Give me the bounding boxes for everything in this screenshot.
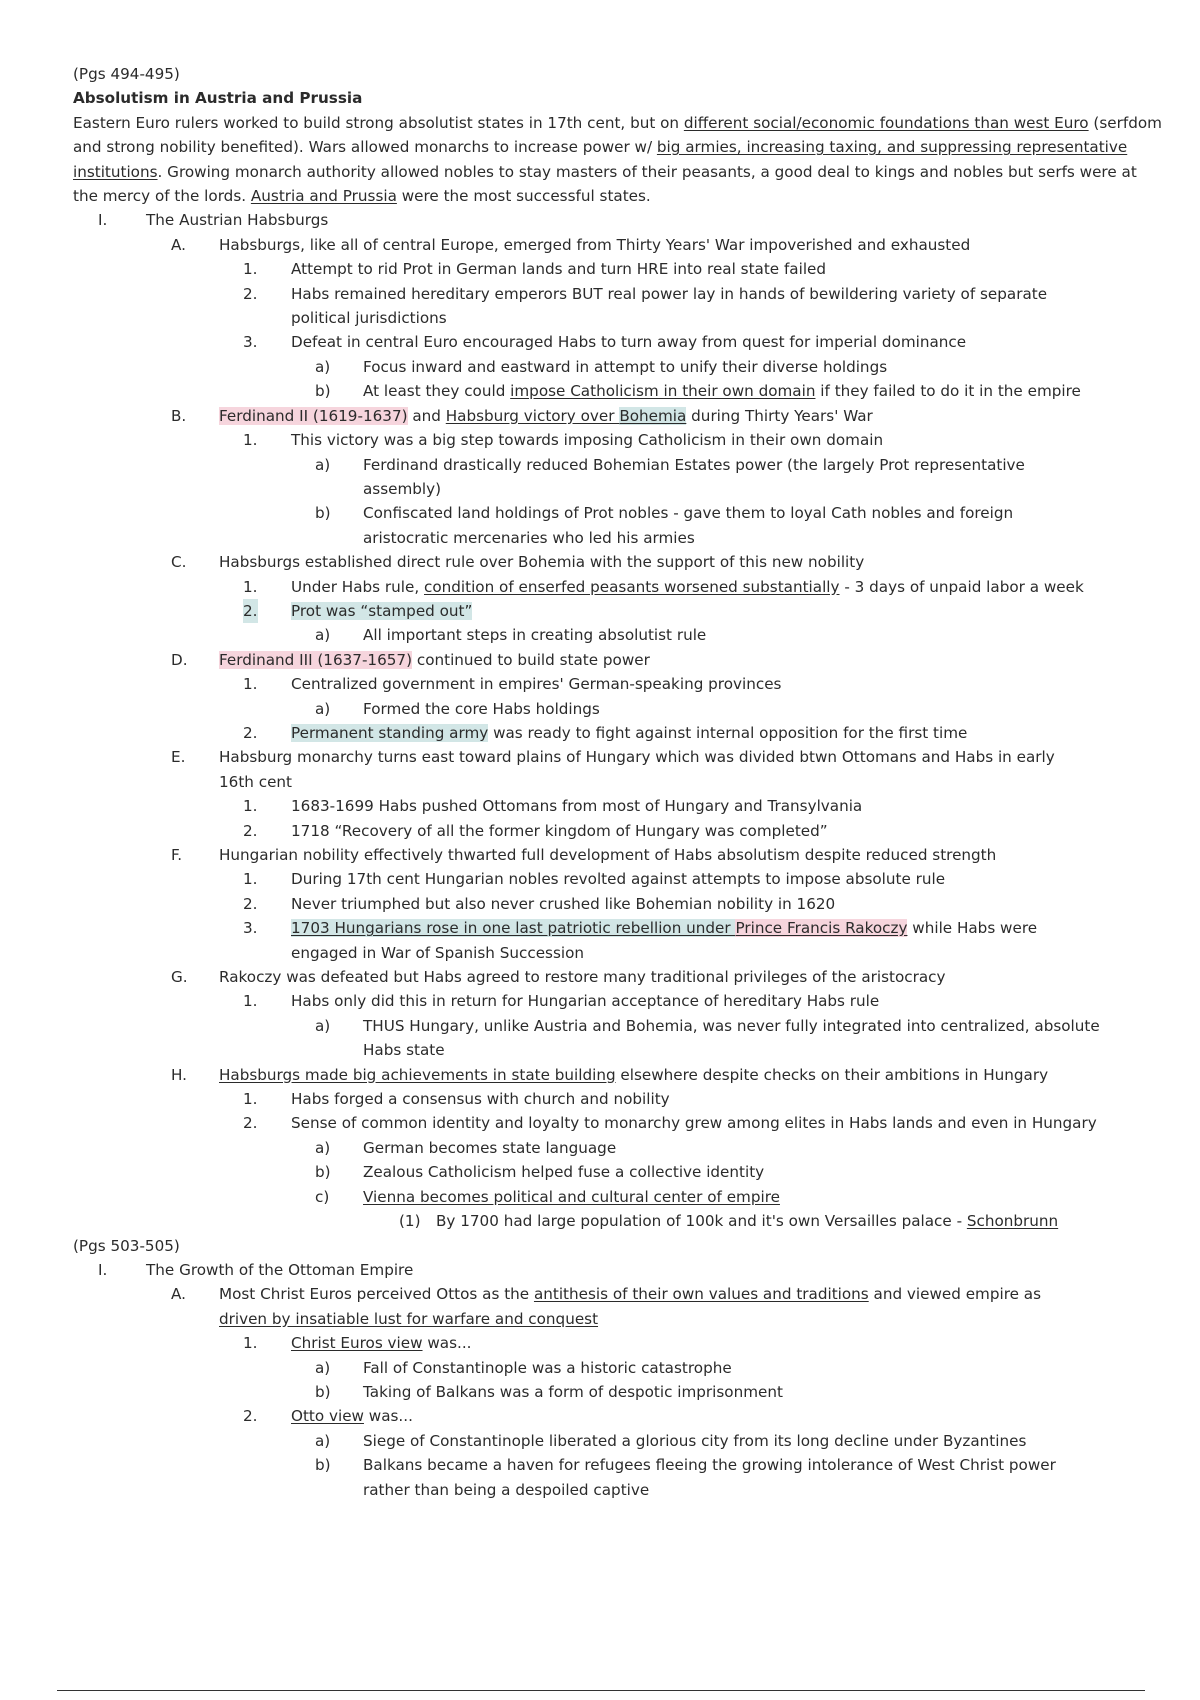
text-segment: Attempt to rid Prot in German lands and turn HRE into real state failed xyxy=(291,260,827,279)
text-segment: Ferdinand II (1619-1637) xyxy=(219,406,408,425)
text-segment: condition of enserfed peasants worsened substantially xyxy=(424,577,840,596)
text-segment: 1703 Hungarians rose in one last patriotic rebellion under xyxy=(291,919,736,938)
outline-item xyxy=(73,1453,1163,1477)
outline-marker: b) xyxy=(315,504,331,523)
text-segment: Vienna becomes political and cultural center of empire xyxy=(363,1187,780,1206)
page-range-2: (Pgs 503-505) xyxy=(73,1236,180,1255)
text-segment: if they failed to do it in the empire xyxy=(815,382,1081,401)
text-segment: Rakoczy was defeated but Habs agreed to restore many traditional privileges of the aristocracy xyxy=(219,968,946,987)
outline-item xyxy=(73,819,1163,843)
text-segment: rather than being a despoiled captive xyxy=(363,1480,650,1499)
text-segment: Eastern Euro rulers worked to build strong absolutist states in 17th cent, but on xyxy=(73,113,684,132)
outline-marker: b) xyxy=(315,1456,331,1475)
text-segment: Zealous Catholicism helped fuse a collective identity xyxy=(363,1163,765,1182)
outline-item xyxy=(73,208,1163,232)
outline-marker: 1. xyxy=(243,870,258,889)
outline-marker: B. xyxy=(171,406,187,425)
text-segment: and xyxy=(407,406,446,425)
text-segment: aristocratic mercenaries who led his armies xyxy=(363,528,695,547)
outline-item xyxy=(73,477,1163,501)
outline-marker: b) xyxy=(315,1382,331,1401)
outline-item xyxy=(73,745,1163,769)
outline-marker: b) xyxy=(315,382,331,401)
text-segment: Habs state xyxy=(363,1041,445,1060)
outline-marker: 2. xyxy=(243,1407,258,1426)
text-segment: . Growing monarch authority allowed nobles to stay masters of their peasants, a good deal to kings and nobles but serfs were at the mercy of the lords. xyxy=(73,162,1137,206)
outline-item xyxy=(73,282,1163,306)
outline-item xyxy=(73,428,1163,452)
outline-item xyxy=(73,404,1163,428)
outline-item xyxy=(73,1258,1163,1282)
text-segment: Formed the core Habs holdings xyxy=(363,699,600,718)
outline-item xyxy=(73,379,1163,403)
outline-item xyxy=(73,672,1163,696)
outline-item xyxy=(73,648,1163,672)
outline-item xyxy=(73,1356,1163,1380)
text-segment: impose Catholicism in their own domain xyxy=(510,382,816,401)
outline-item xyxy=(73,306,1163,330)
outline-item xyxy=(73,892,1163,916)
outline-marker: a) xyxy=(315,699,331,718)
outline-item xyxy=(73,843,1163,867)
text-segment: 16th cent xyxy=(219,772,293,791)
text-segment: Prot was “stamped out” xyxy=(291,601,473,620)
outline-marker: a) xyxy=(315,455,331,474)
outline-item xyxy=(73,1307,1163,1331)
outline-item xyxy=(73,233,1163,257)
outline-item xyxy=(73,1404,1163,1428)
text-segment: This victory was a big step towards imposing Catholicism in their own domain xyxy=(291,431,884,450)
outline-marker: C. xyxy=(171,553,187,572)
outline-marker: 1. xyxy=(243,431,258,450)
outline-item xyxy=(73,1063,1163,1087)
text-segment: (serfdom and strong nobility benefited). Wars allowed monarchs to increase power w/ xyxy=(73,113,1162,157)
outline-item xyxy=(73,355,1163,379)
outline-marker: 2. xyxy=(243,821,258,840)
text-segment: elsewhere despite checks on their ambitions in Hungary xyxy=(615,1065,1049,1084)
outline-marker: 2. xyxy=(243,723,258,742)
text-segment: Habsburgs, like all of central Europe, emerged from Thirty Years' War impoverished and exhausted xyxy=(219,235,971,254)
text-segment: Defeat in central Euro encouraged Habs to turn away from quest for imperial dominance xyxy=(291,333,967,352)
text-segment: was... xyxy=(363,1407,413,1426)
text-segment: Never triumphed but also never crushed like Bohemian nobility in 1620 xyxy=(291,894,836,913)
outline-item xyxy=(73,989,1163,1013)
text-segment: Habsburgs established direct rule over Bohemia with the support of this new nobility xyxy=(219,553,865,572)
outline-marker: a) xyxy=(315,357,331,376)
text-segment: Habs forged a consensus with church and nobility xyxy=(291,1090,670,1109)
outline-item xyxy=(73,867,1163,891)
outline-marker: a) xyxy=(315,626,331,645)
outline-marker: a) xyxy=(315,1138,331,1157)
bottom-rule xyxy=(57,1690,1145,1691)
outline-item xyxy=(73,770,1163,794)
outline-item xyxy=(73,501,1163,525)
text-segment: THUS Hungary, unlike Austria and Bohemia, was never fully integrated into centralized, absolute xyxy=(363,1016,1100,1035)
outline-item xyxy=(73,794,1163,818)
outline-marker: 1. xyxy=(243,992,258,1011)
outline-marker: G. xyxy=(171,968,188,987)
outline-marker: 2. xyxy=(243,284,258,303)
section-title: Absolutism in Austria and Prussia xyxy=(73,89,363,108)
text-segment: during Thirty Years' War xyxy=(686,406,873,425)
text-segment: were the most successful states. xyxy=(396,187,651,206)
outline-marker: 1. xyxy=(243,1090,258,1109)
outline-item xyxy=(73,453,1163,477)
outline-marker: 1. xyxy=(243,675,258,694)
outline-ottoman-empire xyxy=(73,1258,1163,1502)
text-segment: 1718 “Recovery of all the former kingdom of Hungary was completed” xyxy=(291,821,828,840)
outline-marker: A. xyxy=(171,235,186,254)
outline-item xyxy=(73,1331,1163,1355)
text-segment: assembly) xyxy=(363,479,442,498)
text-segment: antithesis of their own values and traditions xyxy=(533,1285,869,1304)
text-segment: was ready to fight against internal opposition for the first time xyxy=(488,723,968,742)
outline-marker: a) xyxy=(315,1016,331,1035)
text-segment: Focus inward and eastward in attempt to unify their diverse holdings xyxy=(363,357,888,376)
outline-marker: 2. xyxy=(243,599,258,623)
outline-marker: A. xyxy=(171,1285,186,1304)
text-segment: Habsburg monarchy turns east toward plains of Hungary which was divided btwn Ottomans and Habs in early xyxy=(219,748,1055,767)
text-segment: German becomes state language xyxy=(363,1138,617,1157)
outline-marker: I. xyxy=(98,211,108,230)
text-segment: Schonbrunn xyxy=(966,1212,1059,1231)
outline-marker: 2. xyxy=(243,1114,258,1133)
outline-marker: 1. xyxy=(243,260,258,279)
text-segment: Ferdinand drastically reduced Bohemian Estates power (the largely Prot representative xyxy=(363,455,1025,474)
outline-item xyxy=(73,721,1163,745)
outline-item xyxy=(73,916,1163,940)
outline-item xyxy=(73,599,1163,623)
outline-marker: 3. xyxy=(243,919,258,938)
outline-marker: 2. xyxy=(243,894,258,913)
outline-item xyxy=(73,941,1163,965)
notes-document xyxy=(73,62,1163,1502)
text-segment: Christ Euros view xyxy=(291,1334,423,1353)
outline-marker: 1. xyxy=(243,797,258,816)
text-segment: Austria and Prussia xyxy=(250,187,397,206)
text-segment: Confiscated land holdings of Prot nobles - gave them to loyal Cath nobles and foreign xyxy=(363,504,1014,523)
text-segment: During 17th cent Hungarian nobles revolted against attempts to impose absolute rule xyxy=(291,870,946,889)
outline-item xyxy=(73,1087,1163,1111)
text-segment: 1683-1699 Habs pushed Ottomans from most of Hungary and Transylvania xyxy=(291,797,863,816)
outline-item xyxy=(73,550,1163,574)
text-segment: Ferdinand III (1637-1657) xyxy=(219,650,413,669)
text-segment: Habsburgs made big achievements in state building xyxy=(219,1065,616,1084)
text-segment: Permanent standing army xyxy=(291,723,489,742)
outline-item xyxy=(73,257,1163,281)
outline-item xyxy=(73,1136,1163,1160)
outline-marker: I. xyxy=(98,1260,108,1279)
text-segment: - 3 days of unpaid labor a week xyxy=(839,577,1084,596)
page-range-1: (Pgs 494-495) xyxy=(73,65,180,83)
outline-marker: D. xyxy=(171,650,188,669)
text-segment: continued to build state power xyxy=(412,650,650,669)
text-segment: Hungarian nobility effectively thwarted full development of Habs absolutism despite reduced strength xyxy=(219,846,997,864)
outline-marker: c) xyxy=(315,1187,330,1206)
text-segment: Under Habs rule, xyxy=(291,577,424,596)
outline-marker: 1. xyxy=(243,577,258,596)
text-segment: and viewed empire as xyxy=(868,1285,1042,1304)
outline-marker: 1. xyxy=(243,1334,258,1353)
outline-item xyxy=(73,1160,1163,1184)
text-segment: big armies, increasing taxing, and suppressing representative institutions xyxy=(73,138,1128,181)
text-segment: Taking of Balkans was a form of despotic imprisonment xyxy=(363,1382,783,1401)
text-segment: Habsburg victory over xyxy=(445,406,620,425)
text-segment: By 1700 had large population of 100k and it's own Versailles palace - xyxy=(436,1212,967,1231)
outline-marker: b) xyxy=(315,1163,331,1182)
outline-item xyxy=(73,623,1163,647)
text-segment: The Austrian Habsburgs xyxy=(146,211,329,230)
outline-marker: F. xyxy=(171,846,183,864)
text-segment: different social/economic foundations than west Euro xyxy=(683,113,1089,132)
text-segment: Centralized government in empires' German-speaking provinces xyxy=(291,675,782,694)
text-segment: At least they could xyxy=(363,382,511,401)
outline-item xyxy=(73,965,1163,989)
outline-austrian-habsburgs xyxy=(73,208,1163,1233)
intro-paragraph xyxy=(73,111,1163,209)
outline-item xyxy=(73,1380,1163,1404)
text-segment: Siege of Constantinople liberated a glorious city from its long decline under Byzantines xyxy=(363,1431,1027,1450)
text-segment: Bohemia xyxy=(619,406,687,425)
text-segment: Balkans became a haven for refugees fleeing the growing intolerance of West Christ power xyxy=(363,1456,1056,1475)
outline-item xyxy=(73,1209,1163,1233)
text-segment: driven by insatiable lust for warfare and conquest xyxy=(219,1309,599,1328)
outline-item xyxy=(73,1429,1163,1453)
text-segment: Most Christ Euros perceived Ottos as the xyxy=(219,1285,534,1304)
text-segment: The Growth of the Ottoman Empire xyxy=(146,1260,414,1279)
text-segment: All important steps in creating absolutist rule xyxy=(363,626,707,645)
text-segment: engaged in War of Spanish Succession xyxy=(291,943,585,962)
outline-item xyxy=(73,1185,1163,1209)
text-segment: Prince Francis Rakoczy xyxy=(735,919,908,938)
text-segment: Habs only did this in return for Hungarian acceptance of hereditary Habs rule xyxy=(291,992,880,1011)
outline-item xyxy=(73,1014,1163,1038)
text-segment: Otto view xyxy=(291,1407,364,1426)
text-segment: political jurisdictions xyxy=(291,309,447,328)
outline-item xyxy=(73,1478,1163,1502)
outline-item xyxy=(73,1282,1163,1306)
outline-item xyxy=(73,697,1163,721)
outline-item xyxy=(73,330,1163,354)
outline-marker: 3. xyxy=(243,333,258,352)
text-segment: was... xyxy=(422,1334,472,1353)
outline-item xyxy=(73,1111,1163,1135)
text-segment: Habs remained hereditary emperors BUT real power lay in hands of bewildering variety of separate xyxy=(291,284,1048,303)
outline-marker: a) xyxy=(315,1431,331,1450)
outline-item xyxy=(73,1038,1163,1062)
outline-item xyxy=(73,526,1163,550)
text-segment: while Habs were xyxy=(907,919,1038,938)
outline-item xyxy=(73,575,1163,599)
outline-marker: (1) xyxy=(399,1212,421,1231)
text-segment: Fall of Constantinople was a historic catastrophe xyxy=(363,1358,732,1377)
outline-marker: E. xyxy=(171,748,186,767)
text-segment: Sense of common identity and loyalty to monarchy grew among elites in Habs lands and even in Hungary xyxy=(291,1114,1097,1133)
outline-marker: a) xyxy=(315,1358,331,1377)
outline-marker: H. xyxy=(171,1065,187,1084)
